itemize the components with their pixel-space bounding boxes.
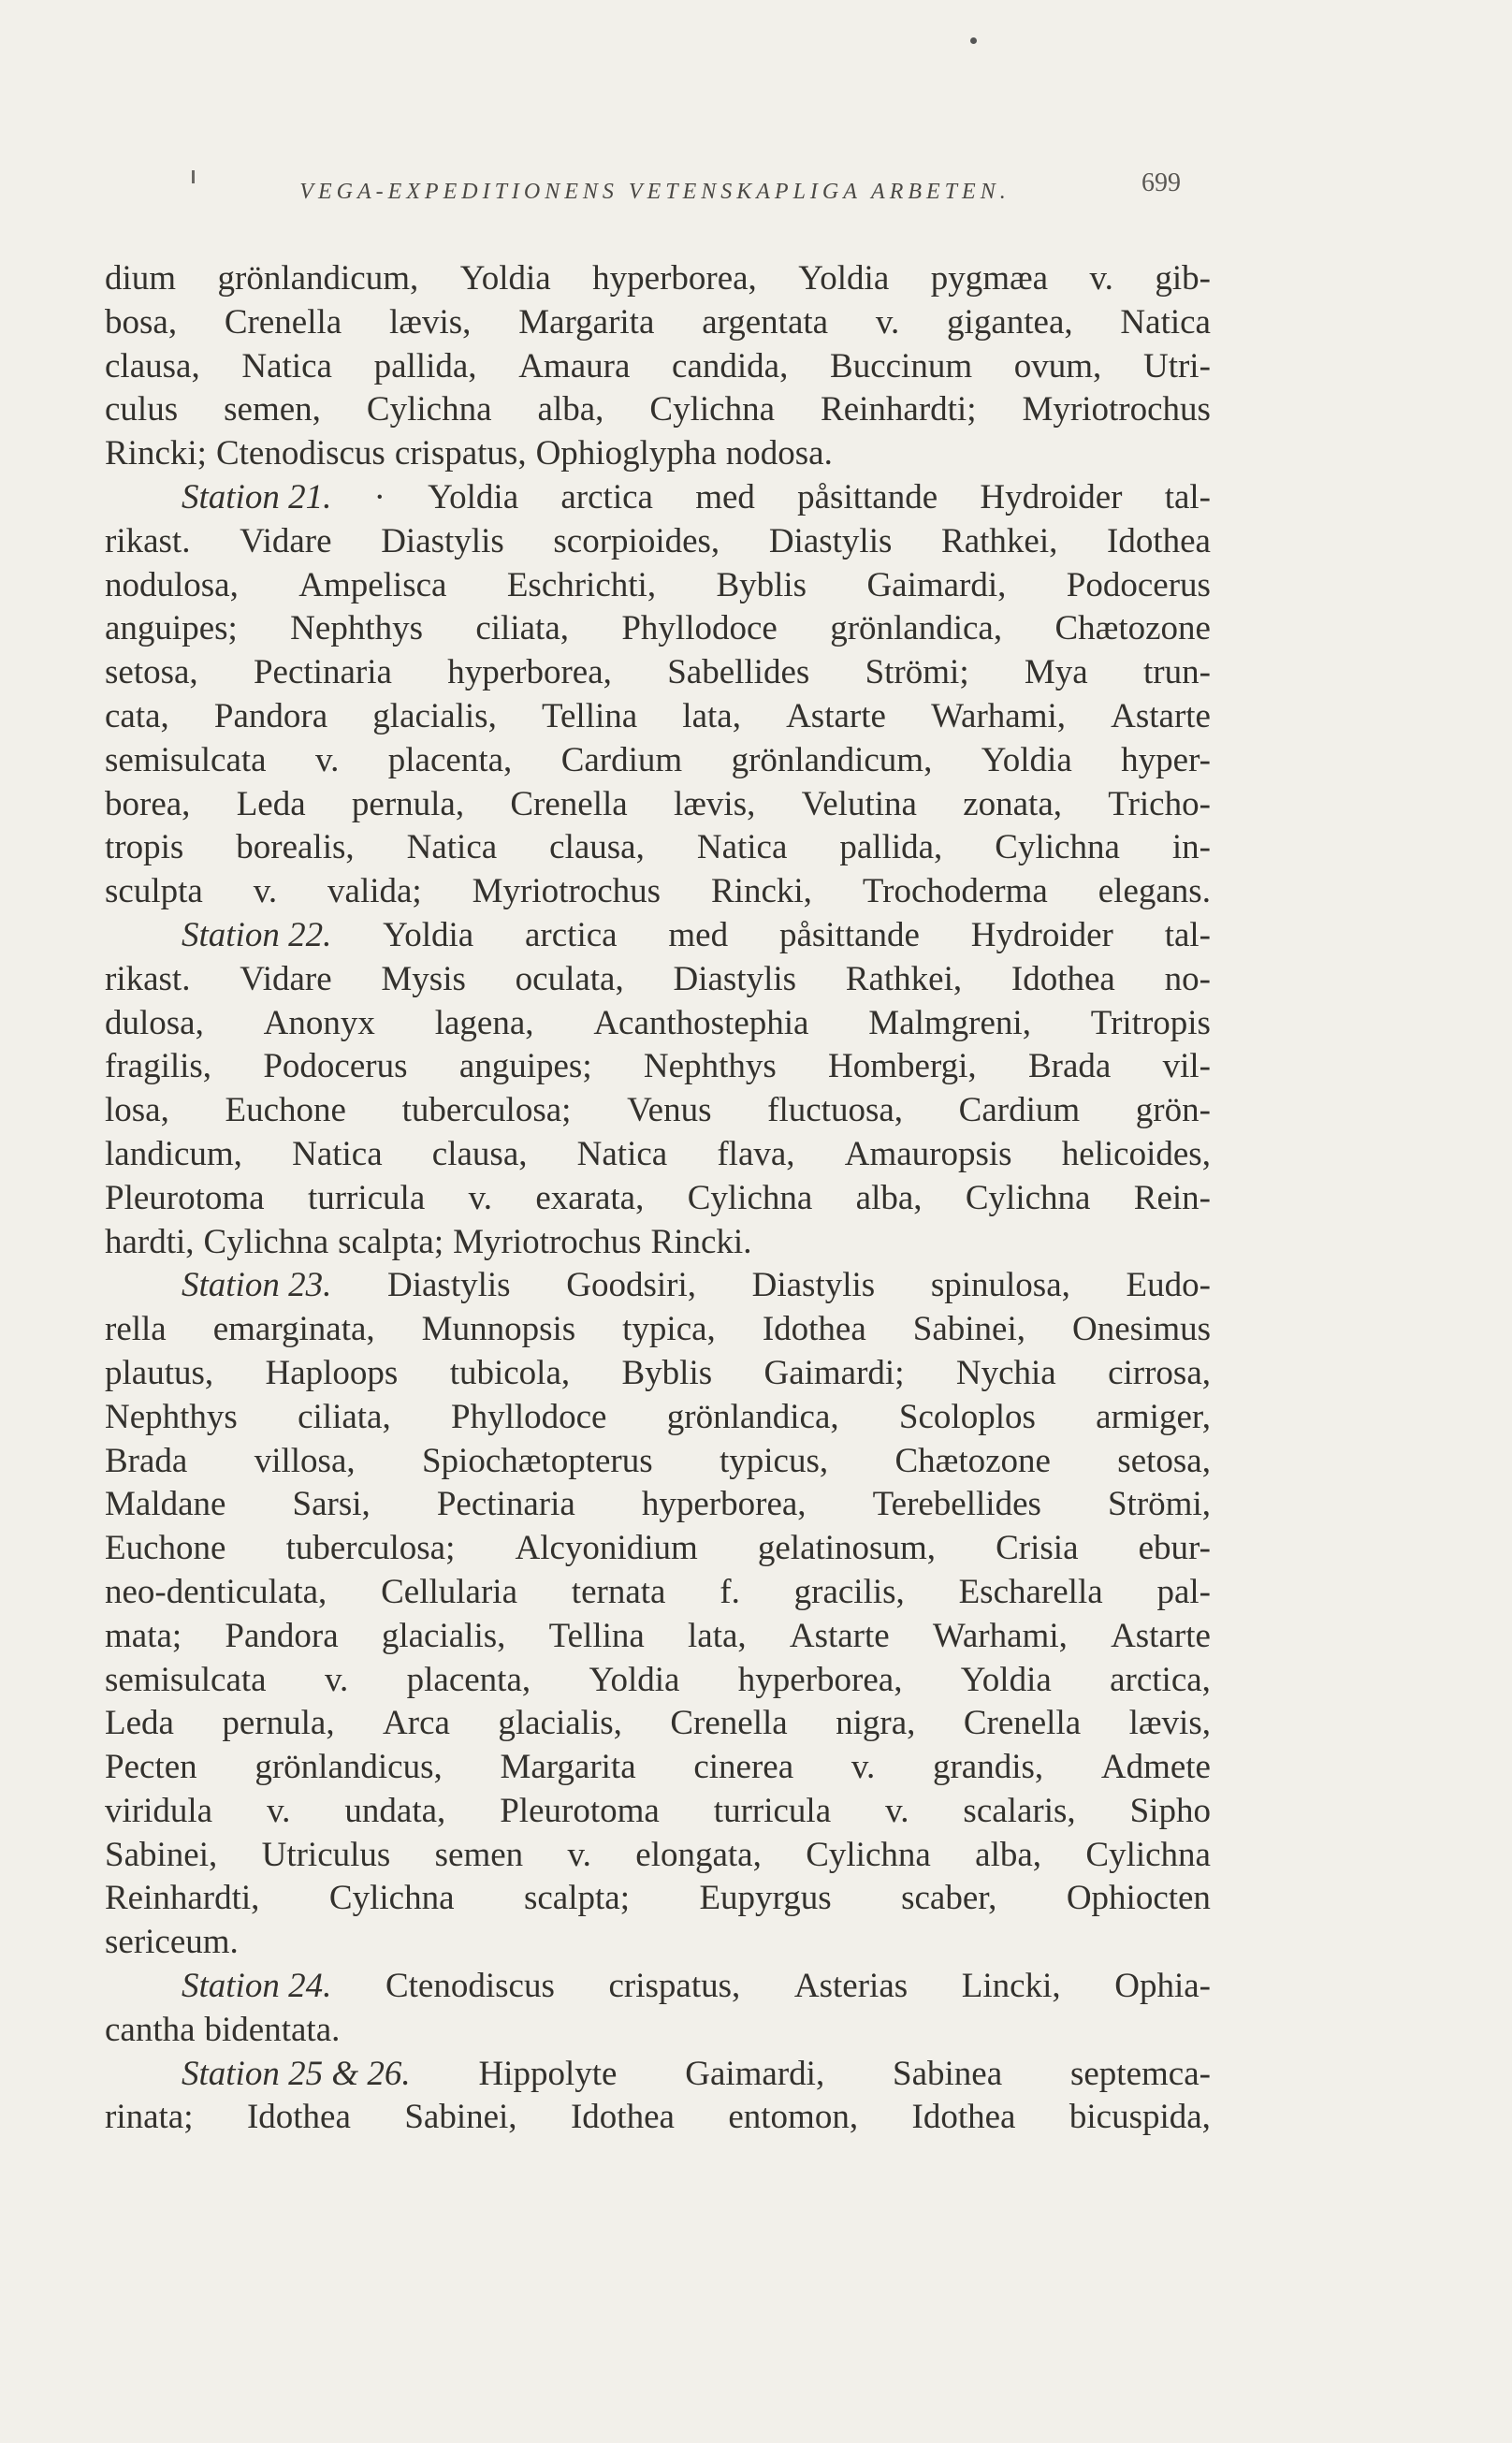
text-line: fragilis, Podocerus anguipes; Nephthys Hombergi, Brada vil- [105,1047,1211,1086]
text-line: plautus, Haploops tubicola, Byblis Gaimardi; Nychia cirrosa, [105,1353,1211,1392]
text-line: setosa, Pectinaria hyperborea, Sabellides Strömi; Mya trun- [105,653,1211,692]
text-line: rinata; Idothea Sabinei, Idothea entomon, Idothea bicuspida, [105,2098,1211,2137]
text-line: tropis borealis, Natica clausa, Natica pallida, Cylichna in- [105,828,1211,867]
station-label: Station 21. [182,477,332,516]
text-line: Station 24. Ctenodiscus crispatus, Asterias Lincki, Ophia- [105,1965,1211,2009]
text-line: anguipes; Nephthys ciliata, Phyllodoce grönlandica, Chætozone [105,609,1211,648]
text-line: semisulcata v. placenta, Cardium grönlandicum, Yoldia hyper- [105,740,1211,779]
text-line: mata; Pandora glacialis, Tellina lata, Astarte Warhami, Astarte [105,1616,1211,1655]
text-line: cantha bidentata. [105,2010,341,2049]
ink-speck [970,37,977,44]
text-line: Maldane Sarsi, Pectinaria hyperborea, Terebellides Strömi, [105,1485,1211,1524]
text-line: Sabinei, Utriculus semen v. elongata, Cylichna alba, Cylichna [105,1835,1211,1874]
text-line: Leda pernula, Arca glacialis, Crenella nigra, Crenella lævis, [105,1704,1211,1743]
text-line: Pecten grönlandicus, Margarita cinerea v. grandis, Admete [105,1748,1211,1787]
text-line: losa, Euchone tuberculosa; Venus fluctuosa, Cardium grön- [105,1091,1211,1130]
text-line: rikast. Vidare Diastylis scorpioides, Diastylis Rathkei, Idothea [105,521,1211,560]
text-line: dulosa, Anonyx lagena, Acanthostephia Malmgreni, Tritropis [105,1003,1211,1042]
text-line: dium grönlandicum, Yoldia hyperborea, Yoldia pygmæa v. gib- [105,259,1211,298]
text-line: nodulosa, Ampelisca Eschrichti, Byblis Gaimardi, Podocerus [105,565,1211,604]
text-line: Brada villosa, Spiochætopterus typicus, Chætozone setosa, [105,1441,1211,1480]
station-label: Station 24. [182,1967,332,2006]
text-line: Nephthys ciliata, Phyllodoce grönlandica, Scoloplos armiger, [105,1397,1211,1436]
text-line: bosa, Crenella lævis, Margarita argentata v. gigantea, Natica [105,302,1211,342]
text-line: Station 22. Yoldia arctica med påsittande Hydroider tal- [105,914,1211,958]
text-line: sculpta v. valida; Myriotrochus Rincki, Trochoderma elegans. [105,872,1211,911]
text-line: Station 21. · Yoldia arctica med påsittande Hydroider tal- [105,476,1211,520]
text-line: cata, Pandora glacialis, Tellina lata, Astarte Warhami, Astarte [105,696,1211,735]
running-head: VEGA-EXPEDITIONENS VETENSKAPLIGA ARBETEN. [299,180,1010,204]
text-line: sericeum. [105,1923,239,1962]
text-line: neo-denticulata, Cellularia ternata f. gracilis, Escharella pal- [105,1572,1211,1611]
station-label: Station 25 & 26. [182,2054,411,2093]
text-line: Euchone tuberculosa; Alcyonidium gelatinosum, Crisia ebur- [105,1529,1211,1568]
text-line: Pleurotoma turricula v. exarata, Cylichna alba, Cylichna Rein- [105,1178,1211,1217]
text-line: hardti, Cylichna scalpta; Myriotrochus Rincki. [105,1222,752,1261]
text-line: rikast. Vidare Mysis oculata, Diastylis Rathkei, Idothea no- [105,959,1211,998]
text-line: Rincki; Ctenodiscus crispatus, Ophioglypha nodosa. [105,434,833,473]
text-line: Station 25 & 26. Hippolyte Gaimardi, Sabinea septemca- [105,2053,1211,2097]
text-line: borea, Leda pernula, Crenella lævis, Velutina zonata, Tricho- [105,784,1211,823]
text-line: clausa, Natica pallida, Amaura candida, Buccinum ovum, Utri- [105,346,1211,385]
text-line: semisulcata v. placenta, Yoldia hyperborea, Yoldia arctica, [105,1660,1211,1699]
text-line: Reinhardti, Cylichna scalpta; Eupyrgus scaber, Ophiocten [105,1879,1211,1918]
text-line: viridula v. undata, Pleurotoma turricula v. scalaris, Sipho [105,1791,1211,1830]
page-number: 699 [1141,168,1181,197]
header-mark [192,170,195,183]
text-line: landicum, Natica clausa, Natica flava, Amauropsis helicoides, [105,1134,1211,1173]
body-text [105,257,1211,2140]
station-label: Station 22. [182,915,332,954]
text-line: Station 23. Diastylis Goodsiri, Diastylis spinulosa, Eudo- [105,1264,1211,1308]
station-label: Station 23. [182,1266,332,1305]
text-line: culus semen, Cylichna alba, Cylichna Reinhardti; Myriotrochus [105,390,1211,429]
text-line: rella emarginata, Munnopsis typica, Idothea Sabinei, Onesimus [105,1310,1211,1349]
